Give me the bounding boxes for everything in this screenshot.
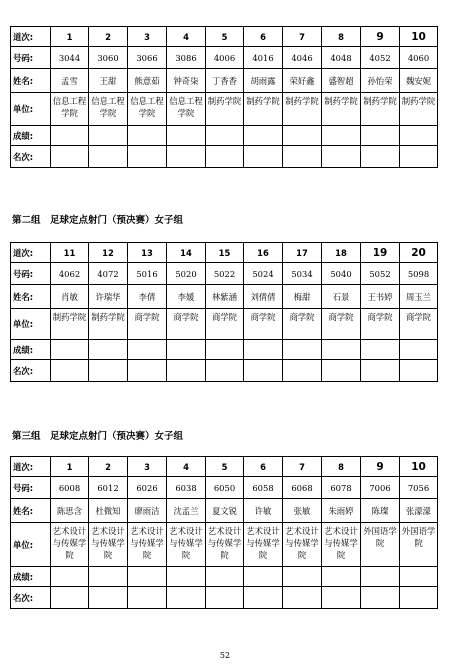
lane-cell: 9 — [361, 457, 400, 477]
unit-cell: 信息工程学院 — [51, 93, 89, 126]
lane-cell: 20 — [400, 243, 438, 263]
rank-row — [11, 360, 438, 382]
rank-cell — [283, 360, 322, 382]
unit-cell: 商学院 — [128, 309, 167, 340]
number-cell: 4048 — [322, 47, 361, 69]
unit-cell: 艺术设计与传媒学院 — [244, 523, 283, 567]
name-row — [11, 285, 438, 309]
lane-cell: 7 — [283, 457, 322, 477]
number-cell: 6026 — [128, 477, 167, 499]
unit-cell: 商学院 — [244, 309, 283, 340]
rank-cell — [244, 587, 283, 609]
unit-cell: 外国语学院 — [361, 523, 400, 567]
unit-cell: 艺术设计与传媒学院 — [206, 523, 244, 567]
name-label: 姓名: — [11, 285, 51, 309]
name-cell: 丁香香 — [206, 69, 244, 93]
lane-cell: 9 — [361, 27, 400, 47]
number-row — [11, 263, 438, 285]
number-cell: 3060 — [89, 47, 128, 69]
name-cell: 周玉兰 — [400, 285, 438, 309]
number-cell: 4016 — [244, 47, 283, 69]
score-cell — [244, 340, 283, 360]
unit-cell: 制药学院 — [89, 309, 128, 340]
number-cell: 5024 — [244, 263, 283, 285]
score-cell — [51, 126, 89, 146]
score-cell — [128, 567, 167, 587]
name-cell: 石景 — [322, 285, 361, 309]
score-cell — [206, 340, 244, 360]
name-label: 姓名: — [11, 499, 51, 523]
number-cell: 3044 — [51, 47, 89, 69]
name-cell: 钟奇柒 — [167, 69, 206, 93]
score-cell — [51, 340, 89, 360]
name-cell: 熊意茹 — [128, 69, 167, 93]
score-label: 成绩: — [11, 340, 51, 360]
unit-cell: 信息工程学院 — [128, 93, 167, 126]
lane-cell: 10 — [400, 457, 438, 477]
name-label: 姓名: — [11, 69, 51, 93]
lane-cell: 16 — [244, 243, 283, 263]
name-cell: 廖雨洁 — [128, 499, 167, 523]
rank-cell — [361, 360, 400, 382]
name-cell: 刘倩倩 — [244, 285, 283, 309]
lane-cell: 8 — [322, 27, 361, 47]
score-cell — [322, 567, 361, 587]
number-cell: 6078 — [322, 477, 361, 499]
unit-label: 单位: — [11, 523, 51, 567]
score-row — [11, 126, 438, 146]
lane-cell: 11 — [51, 243, 89, 263]
number-cell: 4046 — [283, 47, 322, 69]
unit-cell: 信息工程学院 — [167, 93, 206, 126]
rank-cell — [128, 360, 167, 382]
unit-cell: 制药学院 — [283, 93, 322, 126]
name-cell: 陈璨 — [361, 499, 400, 523]
unit-cell: 艺术设计与传媒学院 — [322, 523, 361, 567]
score-cell — [206, 126, 244, 146]
number-label: 号码: — [11, 477, 51, 499]
name-cell: 李倩 — [128, 285, 167, 309]
rank-cell — [244, 360, 283, 382]
unit-cell: 信息工程学院 — [89, 93, 128, 126]
rank-cell — [244, 146, 283, 168]
name-cell: 沈孟兰 — [167, 499, 206, 523]
number-cell: 6050 — [206, 477, 244, 499]
lane-cell: 1 — [51, 457, 89, 477]
lane-cell: 5 — [206, 457, 244, 477]
name-cell: 朱雨婷 — [322, 499, 361, 523]
rank-cell — [361, 146, 400, 168]
lane-cell: 1 — [51, 27, 89, 47]
group-3-table — [10, 456, 438, 609]
lane-row — [11, 243, 438, 263]
name-cell: 张敏 — [283, 499, 322, 523]
score-cell — [283, 126, 322, 146]
number-cell: 5016 — [128, 263, 167, 285]
unit-cell: 制药学院 — [361, 93, 400, 126]
group-3-heading: 第三组 足球定点射门（预决赛）女子组 — [12, 431, 184, 442]
number-cell: 3066 — [128, 47, 167, 69]
unit-row — [11, 309, 438, 340]
score-cell — [244, 567, 283, 587]
rank-cell — [206, 360, 244, 382]
number-cell: 5052 — [361, 263, 400, 285]
lane-cell: 2 — [89, 27, 128, 47]
rank-row — [11, 146, 438, 168]
unit-cell: 艺术设计与传媒学院 — [89, 523, 128, 567]
number-cell: 6058 — [244, 477, 283, 499]
name-cell: 孟雪 — [51, 69, 89, 93]
number-cell: 6012 — [89, 477, 128, 499]
score-cell — [89, 340, 128, 360]
rank-cell — [206, 587, 244, 609]
lane-cell: 4 — [167, 457, 206, 477]
name-cell: 肖敏 — [51, 285, 89, 309]
score-label: 成绩: — [11, 567, 51, 587]
name-cell: 陈思含 — [51, 499, 89, 523]
unit-cell: 制药学院 — [244, 93, 283, 126]
rank-cell — [167, 587, 206, 609]
lane-cell: 10 — [400, 27, 438, 47]
number-cell: 6038 — [167, 477, 206, 499]
lane-cell: 18 — [322, 243, 361, 263]
rank-cell — [322, 360, 361, 382]
unit-cell: 外国语学院 — [400, 523, 438, 567]
score-cell — [361, 340, 400, 360]
rank-cell — [89, 587, 128, 609]
number-cell: 6068 — [283, 477, 322, 499]
lane-label: 道次: — [11, 243, 51, 263]
unit-cell: 制药学院 — [400, 93, 438, 126]
lane-cell: 19 — [361, 243, 400, 263]
score-cell — [244, 126, 283, 146]
score-cell — [128, 340, 167, 360]
score-cell — [283, 340, 322, 360]
unit-cell: 商学院 — [167, 309, 206, 340]
name-cell: 荣好鑫 — [283, 69, 322, 93]
rank-cell — [51, 360, 89, 382]
name-cell: 张濛濛 — [400, 499, 438, 523]
number-label: 号码: — [11, 263, 51, 285]
lane-cell: 6 — [244, 457, 283, 477]
lane-cell: 14 — [167, 243, 206, 263]
score-cell — [322, 340, 361, 360]
rank-label: 名次: — [11, 146, 51, 168]
number-cell: 4062 — [51, 263, 89, 285]
rank-cell — [283, 146, 322, 168]
unit-cell: 制药学院 — [51, 309, 89, 340]
number-cell: 4006 — [206, 47, 244, 69]
unit-cell: 商学院 — [206, 309, 244, 340]
rank-cell — [361, 587, 400, 609]
unit-row — [11, 523, 438, 567]
number-cell: 5022 — [206, 263, 244, 285]
number-cell: 5040 — [322, 263, 361, 285]
rank-cell — [51, 587, 89, 609]
score-cell — [89, 126, 128, 146]
score-cell — [400, 567, 438, 587]
unit-row — [11, 93, 438, 126]
score-cell — [361, 126, 400, 146]
unit-cell: 制药学院 — [206, 93, 244, 126]
unit-label: 单位: — [11, 309, 51, 340]
rank-cell — [128, 587, 167, 609]
lane-cell: 2 — [89, 457, 128, 477]
name-cell: 王书婷 — [361, 285, 400, 309]
number-cell: 5034 — [283, 263, 322, 285]
name-cell: 盛智超 — [322, 69, 361, 93]
number-cell: 5020 — [167, 263, 206, 285]
number-cell: 4052 — [361, 47, 400, 69]
lane-cell: 7 — [283, 27, 322, 47]
score-cell — [400, 126, 438, 146]
name-cell: 胡雨露 — [244, 69, 283, 93]
number-cell: 7056 — [400, 477, 438, 499]
score-cell — [128, 126, 167, 146]
number-row — [11, 477, 438, 499]
unit-cell: 商学院 — [283, 309, 322, 340]
group-1-table — [10, 26, 438, 168]
page-number: 52 — [219, 651, 231, 660]
unit-cell: 艺术设计与传媒学院 — [283, 523, 322, 567]
score-row — [11, 340, 438, 360]
rank-cell — [89, 146, 128, 168]
lane-cell: 13 — [128, 243, 167, 263]
name-cell: 王甜 — [89, 69, 128, 93]
lane-label: 道次: — [11, 457, 51, 477]
name-cell: 孙怡荣 — [361, 69, 400, 93]
group-2-table — [10, 242, 438, 382]
lane-cell: 3 — [128, 457, 167, 477]
lane-cell: 12 — [89, 243, 128, 263]
lane-cell: 8 — [322, 457, 361, 477]
unit-cell: 制药学院 — [322, 93, 361, 126]
rank-cell — [206, 146, 244, 168]
name-cell: 杜微知 — [89, 499, 128, 523]
group-2-heading: 第二组 足球定点射门（预决赛）女子组 — [12, 215, 184, 226]
name-row — [11, 499, 438, 523]
lane-row — [11, 457, 438, 477]
name-cell: 梅甜 — [283, 285, 322, 309]
rank-cell — [167, 360, 206, 382]
name-cell: 林紫涵 — [206, 285, 244, 309]
score-cell — [283, 567, 322, 587]
name-cell: 李媛 — [167, 285, 206, 309]
rank-cell — [400, 146, 438, 168]
rank-cell — [400, 587, 438, 609]
number-cell: 3086 — [167, 47, 206, 69]
rank-label: 名次: — [11, 587, 51, 609]
unit-cell: 商学院 — [400, 309, 438, 340]
lane-cell: 15 — [206, 243, 244, 263]
number-cell: 7006 — [361, 477, 400, 499]
score-cell — [206, 567, 244, 587]
lane-cell: 5 — [206, 27, 244, 47]
unit-cell: 商学院 — [361, 309, 400, 340]
score-cell — [361, 567, 400, 587]
number-cell: 4060 — [400, 47, 438, 69]
score-cell — [89, 567, 128, 587]
unit-cell: 商学院 — [322, 309, 361, 340]
score-cell — [322, 126, 361, 146]
rank-cell — [128, 146, 167, 168]
rank-cell — [400, 360, 438, 382]
lane-cell: 4 — [167, 27, 206, 47]
rank-cell — [283, 587, 322, 609]
number-label: 号码: — [11, 47, 51, 69]
lane-cell: 17 — [283, 243, 322, 263]
rank-label: 名次: — [11, 360, 51, 382]
rank-cell — [51, 146, 89, 168]
lane-cell: 6 — [244, 27, 283, 47]
unit-cell: 艺术设计与传媒学院 — [128, 523, 167, 567]
rank-cell — [322, 587, 361, 609]
score-cell — [167, 126, 206, 146]
number-row — [11, 47, 438, 69]
number-cell: 4072 — [89, 263, 128, 285]
rank-cell — [167, 146, 206, 168]
score-label: 成绩: — [11, 126, 51, 146]
rank-row — [11, 587, 438, 609]
score-cell — [400, 340, 438, 360]
score-cell — [167, 340, 206, 360]
unit-label: 单位: — [11, 93, 51, 126]
lane-cell: 3 — [128, 27, 167, 47]
name-cell: 魏安妮 — [400, 69, 438, 93]
number-cell: 6008 — [51, 477, 89, 499]
rank-cell — [89, 360, 128, 382]
name-cell: 许敏 — [244, 499, 283, 523]
lane-row — [11, 27, 438, 47]
name-cell: 许瑞华 — [89, 285, 128, 309]
number-cell: 5098 — [400, 263, 438, 285]
score-row — [11, 567, 438, 587]
unit-cell: 艺术设计与传媒学院 — [167, 523, 206, 567]
unit-cell: 艺术设计与传媒学院 — [51, 523, 89, 567]
lane-label: 道次: — [11, 27, 51, 47]
name-cell: 夏文锐 — [206, 499, 244, 523]
name-row — [11, 69, 438, 93]
score-cell — [51, 567, 89, 587]
score-cell — [167, 567, 206, 587]
rank-cell — [322, 146, 361, 168]
